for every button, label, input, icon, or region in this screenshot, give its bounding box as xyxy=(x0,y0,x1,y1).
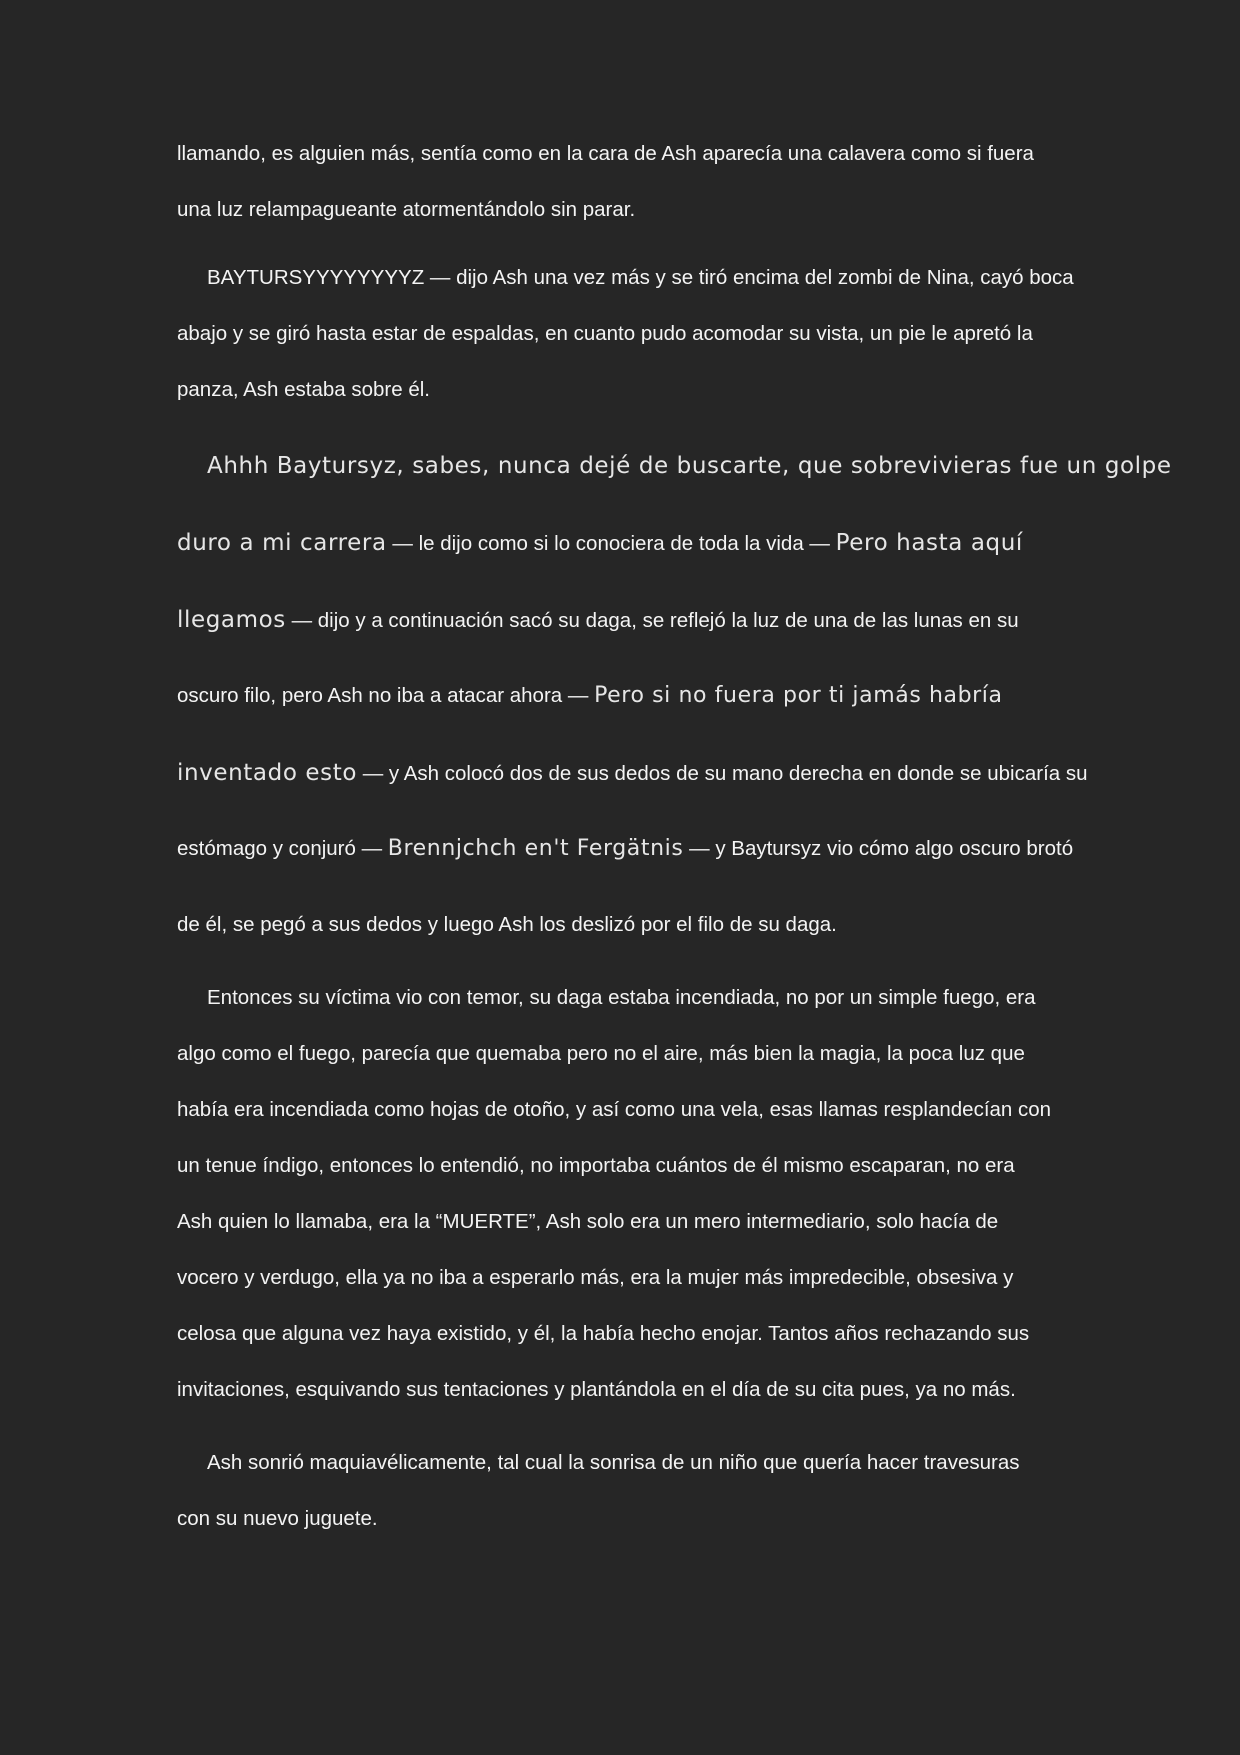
dialogue-text: Pero hasta aquí xyxy=(835,530,1023,556)
text-line xyxy=(177,1152,1015,1180)
text-line xyxy=(177,911,837,939)
narration-text: BAYTURSYYYYYYYYZ — dijo Ash una vez más y se tiró encima del zombi de Nina, cayó boca xyxy=(207,266,1074,289)
text-line xyxy=(177,1208,998,1236)
text-line xyxy=(177,606,1019,635)
narration-text: con su nuevo juguete. xyxy=(177,1507,378,1530)
text-line xyxy=(177,759,1088,788)
text-line xyxy=(177,320,1033,348)
narration-text: abajo y se giró hasta estar de espaldas, en cuanto pudo acomodar su vista, un pie le apretó la xyxy=(177,322,1033,345)
text-line xyxy=(177,1264,1013,1292)
text-line xyxy=(207,264,1074,292)
text-line xyxy=(177,196,635,224)
narration-text: estómago y conjuró — xyxy=(177,837,388,860)
text-line xyxy=(177,1096,1051,1124)
narration-text: Entonces su víctima vio con temor, su daga estaba incendiada, no por un simple fuego, era xyxy=(207,986,1036,1009)
text-line xyxy=(177,835,1073,863)
dialogue-text: Brennjchch en't Fergätnis xyxy=(387,836,684,861)
text-line xyxy=(207,984,1035,1012)
narration-text: una luz relampagueante atormentándolo sin parar. xyxy=(177,198,636,221)
narration-text: — dijo y a continuación sacó su daga, se reflejó la luz de una de las lunas en su xyxy=(285,609,1019,632)
text-line xyxy=(207,452,1172,481)
text-line xyxy=(177,1505,378,1533)
dialogue-text: duro a mi carrera xyxy=(177,530,387,556)
narration-text: Ash quien lo llamaba, era la “MUERTE”, Ash solo era un mero intermediario, solo hacía de xyxy=(177,1210,999,1233)
text-line xyxy=(177,1320,1029,1348)
narration-text: — y Baytursyz vio cómo algo oscuro brotó xyxy=(683,837,1074,860)
text-line xyxy=(177,682,1003,710)
narration-text: vocero y verdugo, ella ya no iba a esperarlo más, era la mujer más impredecible, obsesiva y xyxy=(177,1266,1014,1289)
narration-text: celosa que alguna vez haya existido, y él, la había hecho enojar. Tantos años rechazando sus xyxy=(177,1322,1030,1345)
dialogue-text: inventado esto xyxy=(177,760,358,786)
text-line xyxy=(177,529,1023,558)
narration-text: panza, Ash estaba sobre él. xyxy=(177,378,431,401)
text-line xyxy=(177,1376,1016,1404)
narration-text: — y Ash colocó dos de sus dedos de su mano derecha en donde se ubicaría su xyxy=(357,762,1088,785)
dialogue-text: llegamos xyxy=(177,607,286,633)
narration-text: un tenue índigo, entonces lo entendió, no importaba cuántos de él mismo escaparan, no era xyxy=(177,1154,1015,1177)
text-line xyxy=(177,1040,1025,1068)
dialogue-text: Ahhh Baytursyz, sabes, nunca dejé de buscarte, que sobrevivieras fue un golpe xyxy=(207,453,1172,479)
dialogue-text: Pero si no fuera por ti jamás habría xyxy=(594,683,1003,708)
narration-text: había era incendiada como hojas de otoño, y así como una vela, esas llamas resplandecían con xyxy=(177,1098,1052,1121)
text-line xyxy=(177,376,430,404)
narration-text: oscuro filo, pero Ash no iba a atacar ahora — xyxy=(177,684,595,707)
text-line xyxy=(207,1449,1020,1477)
text-line xyxy=(177,140,1034,168)
narration-text: llamando, es alguien más, sentía como en la cara de Ash aparecía una calavera como si fuera xyxy=(177,142,1034,165)
narration-text: de él, se pegó a sus dedos y luego Ash los deslizó por el filo de su daga. xyxy=(177,913,837,936)
narration-text: algo como el fuego, parecía que quemaba pero no el aire, más bien la magia, la poca luz que xyxy=(177,1042,1025,1065)
narration-text: invitaciones, esquivando sus tentaciones y plantándola en el día de su cita pues, ya no más. xyxy=(177,1378,1016,1401)
narration-text: — le dijo como si lo conociera de toda la vida — xyxy=(386,532,836,555)
narration-text: Ash sonrió maquiavélicamente, tal cual la sonrisa de un niño que quería hacer travesuras xyxy=(207,1451,1020,1474)
